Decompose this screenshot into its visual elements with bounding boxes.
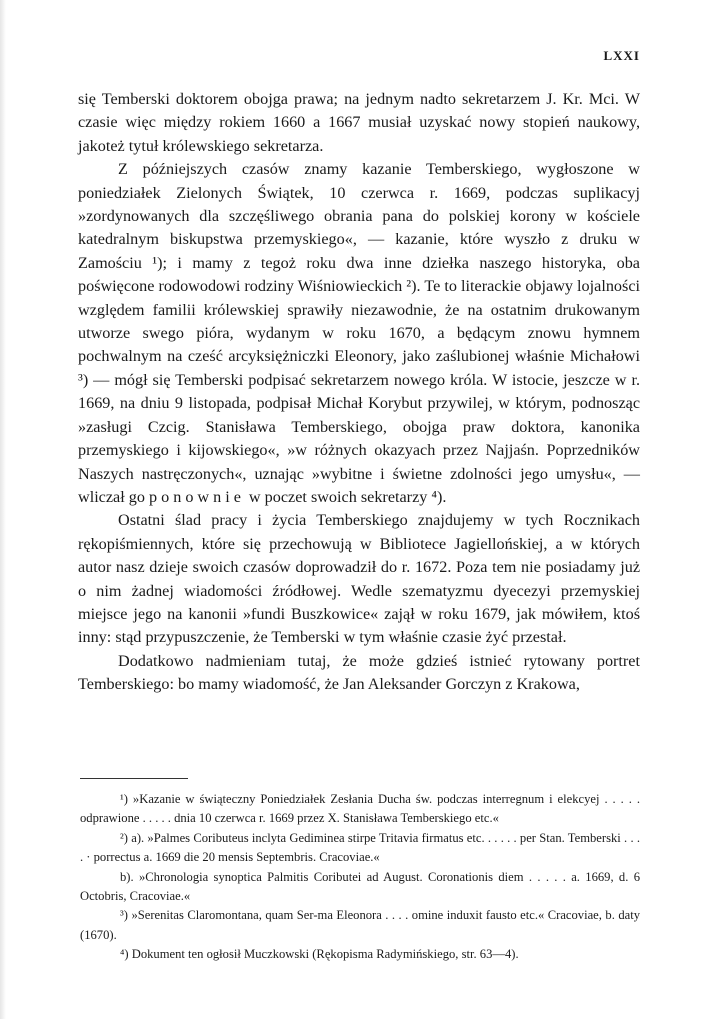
paragraph-2-text: Z późniejszych czasów znamy kazanie Temberskiego, wygłoszone w poniedziałek Zielonych Świątek, 10 czerwca r. 1669, podczas suplikacyj »zordynowanych dla szczęśliwego obrania pana do polskiej korony w kościele katedralnym biskupstwa przemyskiego«, — kazanie, które wyszło z druku w Zamościu ¹); i mamy z tegoż roku dwa inne dziełka naszego historyka, oba poświęcone rodowodowi rodziny Wiśniowieckich ²). Te to literackie objawy lojalności względem familii królewskiej sprawiły niezawodnie, że na ostatnim drukowanym utworze swego pióra, wydanym w roku 1670, a będącym znowu hymnem pochwalnym na cześć arcyksiężniczki Eleonory, jako zaślubionej właśnie Michałowi ³) — mógł się Temberski podpisać sekretarzem nowego króla. W istocie, jeszcze w r. 1669, na dniu 9 listopada, podpisał Michał Korybut przywilej, w którym, podnosząc »zasługi Czcig. Stanisława Temberskiego, obojga praw doktora, kanonika przemyskiego i kijowskiego«, »w różnych okazyach przez Najjaśn. Poprzedników Naszych nastręczonych«, uznając »wybitne i świetne zdolności jego umysłu«, — wliczał go	[78, 160, 640, 506]
paragraph-4: Dodatkowo nadmieniam tutaj, że może gdzieś istnieć rytowany portret Temberskiego: bo mamy wiadomość, że Jan Aleksander Gorczyn z Krakowa,	[78, 651, 640, 694]
footnote-4: ⁴) Dokument ten ogłosił Muczkowski (Rękopisma Radymińskiego, str. 63—4).	[120, 947, 519, 962]
paragraph-3: Ostatni ślad pracy i życia Temberskiego znajdujemy w tych Rocznikach rękopiśmiennych, które się przechowują w Bibliotece Jagiellońskiej, a w których autor nasz dzieje swoich czasów doprowadził do r. 1672. Poza tem nie posiadamy już o nim żadnej wiadomości źródłowej. Wedle szematyzmu dyecezyi przemyskiej miejsce jego na kanonii »fundi Buszkowice« zajął w roku 1679, jak mówiłem, ktoś inny: stąd przypuszczenie, że Temberski w tym właśnie czasie żyć przestał.	[78, 511, 640, 647]
footnote-1: ¹) »Kazanie w świąteczny Poniedziałek Zesłania Ducha św. podczas interregnum i elekcyej . . . . . odprawione . . . . . dnia 10 czerwca r. 1669 przez X. Stanisława Temberskiego etc.«	[80, 792, 640, 826]
footnote-2b: b). »Chronologia synoptica Palmitis Coributei ad August. Coronationis diem . . . . . a. 1669, d. 6 Octobris, Cracoviae.«	[80, 869, 640, 904]
page-edge-shadow	[0, 0, 6, 1019]
paragraph-2	[78, 158, 640, 509]
footnote-separator	[80, 778, 188, 779]
footnotes	[80, 790, 640, 965]
main-text	[78, 88, 640, 697]
paragraph-1: się Temberski doktorem obojga prawa; na jednym nadto sekretarzem J. Kr. Mci. W czasie więc między rokiem 1660 a 1667 musiał uzyskać nowy stopień naukowy, jakoteż tytuł królewskiego sekretarza.	[78, 90, 640, 155]
paragraph-2-tail: w poczet swoich sekretarzy ⁴).	[244, 487, 447, 506]
footnote-2a: ²) a). »Palmes Coributeus inclyta Gediminea stirpe Tritavia firmatus etc. . . . . . per Stan. Temberski . . . . · porrectus a. 1669 die 20 mensis Septembris. Cracoviae.«	[80, 830, 640, 865]
page-number: LXXI	[603, 48, 640, 63]
paragraph-2-emphasis: ponownie	[149, 487, 245, 506]
footnote-3: ³) »Serenitas Claromontana, quam Ser-ma Eleonora . . . . omine induxit fausto etc.« Cracoviae, b. daty (1670).	[80, 908, 640, 942]
